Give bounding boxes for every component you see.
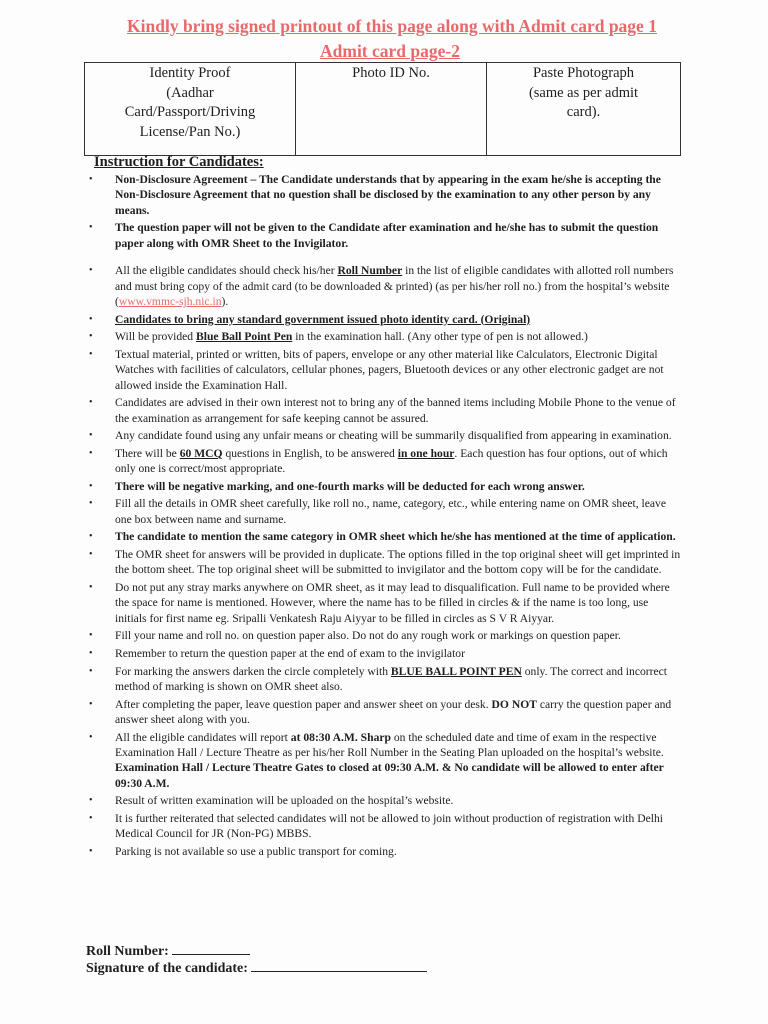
instruction-text: There will be negative marking, and one-fourth marks will be deducted for each wrong answer. <box>115 479 585 493</box>
instruction-item <box>86 628 682 643</box>
instruction-item <box>86 263 682 309</box>
instruction-text: The question paper will not be given to the Candidate after examination and he/she has to submit the question paper along with OMR Sheet to the Invigilator. <box>115 221 659 250</box>
instruction-item <box>86 496 682 527</box>
instruction-text: Fill all the details in OMR sheet carefully, like roll no., name, category, etc., while entering name on OMR sheet, leave one box between name and surname. <box>115 497 666 526</box>
instruction-item <box>86 395 682 426</box>
instruction-item <box>86 697 682 728</box>
bullet-icon: • <box>89 313 93 325</box>
instruction-text: Non-Disclosure Agreement – The Candidate understands that by appearing in the exam he/she is accepting the Non-Disclosure Agreement that no question shall be disclosed by the examination to any other person by any means. <box>115 173 661 217</box>
instruction-text: Candidates to bring any standard government issued photo identity card. (Original) <box>115 312 531 326</box>
instruction-item <box>86 312 682 327</box>
instruction-text: It is further reiterated that selected candidates will not be allowed to join without production of registration with Delhi Medical Council for JR (Non-PG) MBBS. <box>115 812 663 841</box>
photograph-line: (same as per admit <box>528 84 639 101</box>
instruction-text: carry the question paper and answer sheet along with you. <box>115 697 672 726</box>
instruction-item <box>86 479 682 494</box>
bullet-icon: • <box>89 265 93 277</box>
instruction-text: There will be <box>115 446 180 460</box>
bullet-icon: • <box>89 582 93 593</box>
bullet-icon: • <box>89 630 93 642</box>
instruction-item <box>86 529 682 544</box>
instruction-text: . Each question has four options, out of which only one is correct/most appropriate. <box>115 446 668 476</box>
signature-label: Signature of the candidate: <box>86 961 248 976</box>
identity-proof-line: License/Pan No.) <box>139 123 241 140</box>
instruction-text: Examination Hall / Lecture Theatre Gates to closed at 09:30 A.M. & No candidate will be allowed to enter after 09:30 A.M. <box>115 761 664 790</box>
website-link[interactable]: www.vmmc-sjh.nic.in <box>118 295 222 309</box>
instruction-text: After completing the paper, leave question paper and answer sheet on your desk. <box>115 697 492 711</box>
instructions-title: Instruction for Candidates: <box>94 154 264 170</box>
instruction-text: Will be provided <box>115 330 196 344</box>
instruction-text: only. The correct and incorrect method of marking is shown on OMR sheet also. <box>115 664 668 693</box>
instruction-text: Do not put any stray marks anywhere on OMR sheet, as it may lead to disqualification. Full name to be provided where the space for name is mentioned. However, where the name has to be filled in circles & if the name is too long, use initials for first name eg. Sripalli Venkatesh Raju Aiyyar to be filled in circles as S V R Aiyyar. <box>115 581 670 625</box>
instruction-text: Textual material, printed or written, bits of papers, envelope or any other material like Calculators, Electronic Digital Watches with facilities of calculators, cellular phones, pagers, Bluetooth devices or any other electronic gadget are not allowed inside the Examination Hall. <box>115 347 664 392</box>
photo-id-label: Photo ID No. <box>352 65 430 81</box>
bullet-icon: • <box>89 331 93 343</box>
instruction-item <box>86 793 682 808</box>
instruction-text: in one hour <box>397 446 455 460</box>
roll-number-label: Roll Number: <box>86 944 169 959</box>
instruction-item <box>86 730 682 792</box>
instruction-text: in the examination hall. (Any other type of pen is not allowed.) <box>292 330 588 344</box>
instruction-text: Parking is not available so use a public transport for coming. <box>115 845 397 858</box>
signature-blank <box>251 961 427 972</box>
bullet-icon: • <box>89 531 93 543</box>
bullet-icon: • <box>89 430 93 442</box>
instruction-text: Fill your name and roll no. on question paper also. Do not do any rough work or markings on question paper. <box>115 629 621 643</box>
bullet-icon: • <box>89 348 93 360</box>
identity-proof-line: (Aadhar <box>166 84 214 101</box>
identity-proof-line: Identity Proof <box>149 65 231 81</box>
identity-proof-cell <box>85 63 296 156</box>
bullet-icon: • <box>89 447 93 459</box>
instruction-item <box>86 580 682 626</box>
instruction-item <box>86 428 682 443</box>
bullet-icon: • <box>89 795 93 807</box>
instruction-item <box>86 329 682 344</box>
instruction-text: The candidate to mention the same category in OMR sheet which he/she has mentioned at the time of application. <box>115 530 676 544</box>
instruction-text: The OMR sheet for answers will be provided in duplicate. The options filled in the top original sheet will get imprinted in the bottom sheet. The top original sheet will be submitted to invigilator and the bottom copy will be for the candidate. <box>115 548 681 577</box>
instruction-text: at 08:30 A.M. Sharp <box>290 730 391 744</box>
instruction-text: Blue Ball Point Pen <box>196 330 293 344</box>
instruction-text: on the scheduled date and time of exam in the respective Examination Hall / Lecture Theatre as per his/her Roll Number in the Seating Plan uploaded on the hospital’s website. <box>115 730 664 759</box>
instruction-text: Result of written examination will be uploaded on the hospital’s website. <box>115 794 454 808</box>
instruction-item <box>86 446 682 477</box>
instruction-item <box>86 844 682 859</box>
instruction-item <box>86 547 682 578</box>
instruction-text: questions in English, to be answered <box>222 446 398 460</box>
bullet-icon: • <box>89 174 93 185</box>
instruction-item <box>86 347 682 393</box>
instruction-text: Remember to return the question paper at the end of exam to the invigilator <box>115 647 465 660</box>
photograph-line: Paste Photograph <box>532 65 635 81</box>
instruction-text: DO NOT <box>491 697 537 711</box>
photograph-cell <box>487 63 681 156</box>
bullet-icon: • <box>89 498 93 510</box>
header-line-2: Admit card page-2 <box>320 41 460 61</box>
instruction-text: Candidates are advised in their own interest not to bring any of the banned items including Mobile Phone to the venue of the examination as arrangement for safe keeping cannot be assured. <box>115 396 676 425</box>
bullet-icon: • <box>89 698 93 710</box>
bullet-icon: • <box>89 222 93 234</box>
roll-number-blank <box>172 944 250 955</box>
bullet-icon: • <box>89 648 93 659</box>
bullet-icon: • <box>89 480 93 492</box>
instruction-text: BLUE BALL POINT PEN <box>390 664 522 678</box>
instruction-text: in the list of eligible candidates with allotted roll numbers and must bring copy of the admit card (to be downloaded & printed) (as per his/her roll no.) from the hospital’s website ( <box>115 264 674 309</box>
bullet-icon: • <box>89 549 93 560</box>
instruction-item <box>86 664 682 695</box>
instruction-text: All the eligible candidates should check his/her <box>115 264 338 278</box>
bullet-icon: • <box>89 731 93 743</box>
instructions-list <box>86 172 682 862</box>
identity-proof-line: Card/Passport/Driving <box>124 104 256 120</box>
instruction-item <box>86 220 682 251</box>
header-line-1: Kindly bring signed printout of this page along with Admit card page 1 <box>127 16 657 36</box>
bullet-icon: • <box>89 397 93 409</box>
instruction-text: ). <box>221 295 229 309</box>
instruction-item <box>86 811 682 842</box>
photo-id-cell <box>296 63 487 156</box>
instruction-text: Any candidate found using any unfair means or cheating will be summarily disqualified from appearing in examination. <box>115 429 672 443</box>
identity-table <box>84 62 681 156</box>
instruction-text: Roll Number <box>337 264 403 278</box>
photograph-line: card). <box>566 104 601 120</box>
instruction-item <box>86 646 682 661</box>
instruction-item <box>86 172 682 218</box>
bullet-icon: • <box>89 813 93 824</box>
signature-field <box>86 961 427 977</box>
instruction-text: All the eligible candidates will report <box>115 730 291 744</box>
bullet-icon: • <box>89 665 93 677</box>
instruction-text: 60 MCQ <box>179 446 223 460</box>
instruction-text: For marking the answers darken the circle completely with <box>115 664 391 678</box>
roll-number-field <box>86 944 250 960</box>
bullet-icon: • <box>89 846 93 857</box>
